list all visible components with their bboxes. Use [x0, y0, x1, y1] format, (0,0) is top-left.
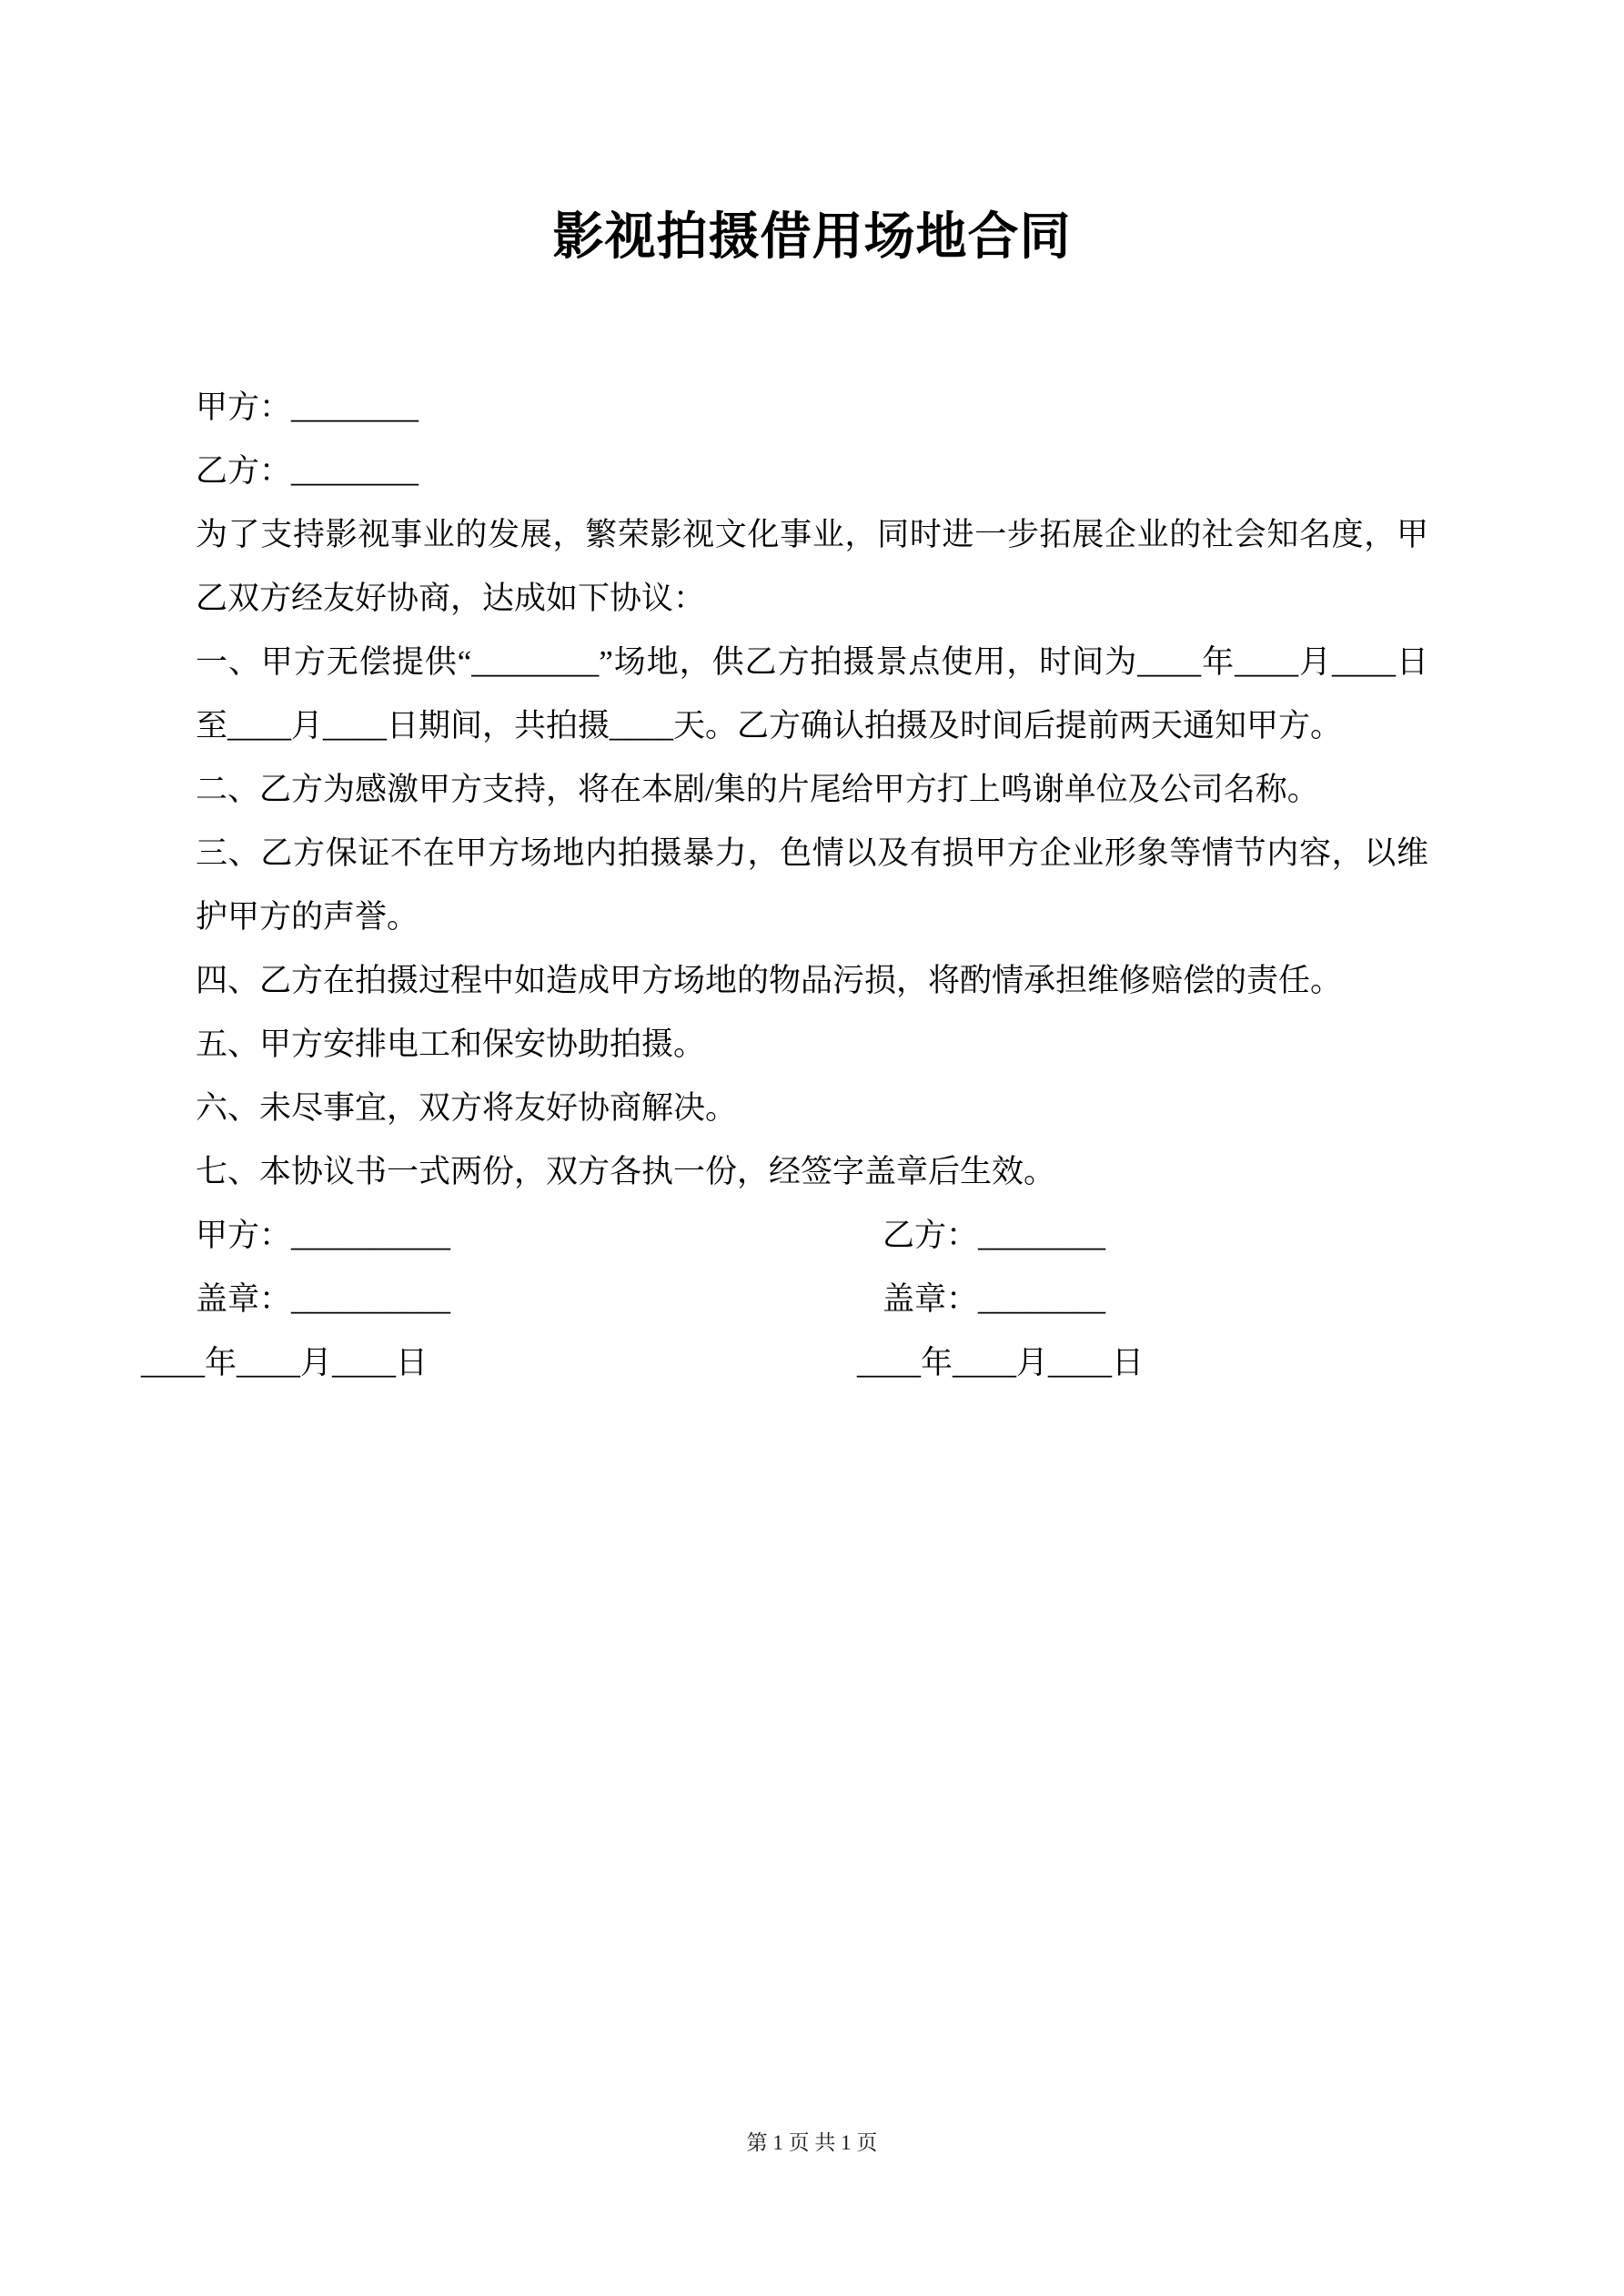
party-a-signature-line: 甲方：__________ [196, 1218, 451, 1253]
clause-1: 一、甲方无偿提供“________”场地，供乙方拍摄景点使用，时间为____年____月____日至____月____日期间，共拍摄____天。乙方确认拍摄及时间后提前两天通知甲方。 [196, 644, 1428, 743]
page-number-footer: 第 1 页 共 1 页 [746, 2131, 878, 2154]
clause-4: 四、乙方在拍摄过程中如造成甲方场地的物品污损，将酌情承担维修赔偿的责任。 [196, 963, 1343, 998]
signature-seal-row [196, 1268, 1428, 1331]
party-b-blank-line: 乙方：________ [196, 453, 419, 489]
party-a-blank-line: 甲方：________ [196, 389, 419, 425]
clause-2: 二、乙方为感激甲方支持，将在本剧/集的片尾给甲方打上鸣谢单位及公司名称。 [196, 772, 1319, 807]
clause-3: 三、乙方保证不在甲方场地内拍摄暴力，色情以及有损甲方企业形象等情节内容，以维护甲方的声誉。 [196, 835, 1428, 935]
party-b-seal-line: 盖章：________ [883, 1281, 1106, 1317]
clause-5: 五、甲方安排电工和保安协助拍摄。 [196, 1027, 706, 1062]
signature-name-row [196, 1204, 1428, 1268]
signature-date-row [141, 1331, 1428, 1395]
signature-section [141, 1204, 1428, 1395]
preamble-paragraph: 为了支持影视事业的发展，繁荣影视文化事业，同时进一步拓展企业的社会知名度，甲乙双方经友好协商，达成如下协议： [196, 517, 1428, 616]
party-b-signature-line: 乙方：________ [883, 1218, 1106, 1253]
party-a-date-line: ____年____月____日 [141, 1345, 429, 1381]
document-content [141, 0, 1428, 1395]
document-title: 影视拍摄借用场地合同 [552, 209, 1072, 266]
party-a-seal-line: 盖章：__________ [196, 1281, 451, 1317]
clause-6: 六、未尽事宜，双方将友好协商解决。 [196, 1090, 738, 1126]
document-body [196, 376, 1428, 1204]
clause-7: 七、本协议书一式两份，双方各执一份，经签字盖章后生效。 [196, 1154, 1056, 1189]
party-b-date-line: ____年____月____日 [857, 1345, 1145, 1381]
